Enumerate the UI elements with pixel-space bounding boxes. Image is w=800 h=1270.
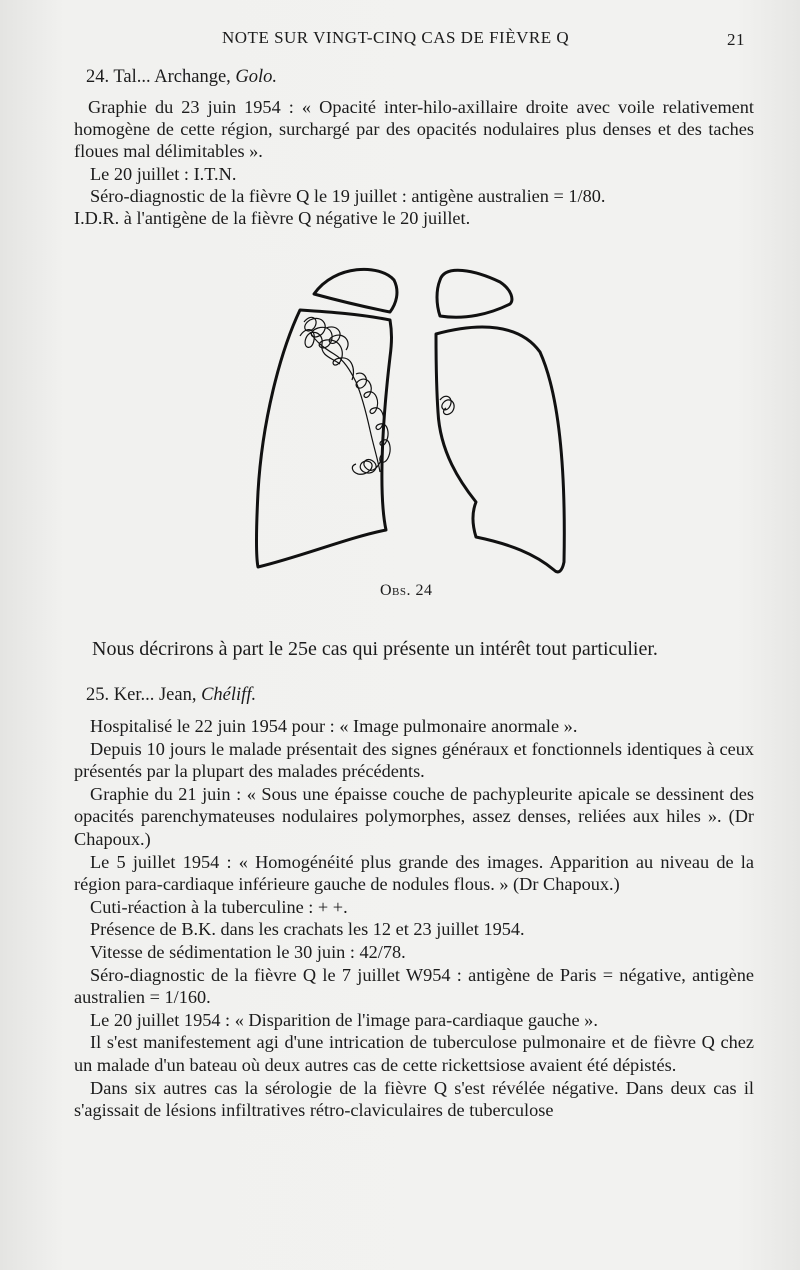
opacity-scribble — [440, 396, 454, 414]
page-number: 21 — [727, 30, 745, 49]
case-24-heading — [86, 66, 754, 88]
case-24-paragraph: Le 20 juillet : I.T.N. — [90, 163, 237, 184]
right-apex-outline — [314, 269, 397, 312]
case-24-paragraph: I.D.R. à l'antigène de la fièvre Q négative le 20 juillet. — [74, 208, 471, 229]
case-25-paragraph: Dans six autres cas la sérologie de la fièvre Q s'est révélée négative. Dans deux cas il s'agissait de lésions infiltratives rétro-claviculaires de tuberculose — [74, 1077, 754, 1121]
case-25-body — [74, 715, 754, 1122]
caption-abbrev: Obs. — [380, 582, 412, 599]
case-25-paragraph: Depuis 10 jours le malade présentait des signes généraux et fonctionnels identiques à ceux présentés par la plupart des malades précédents. — [74, 738, 754, 782]
case-24-heading-prefix: 24. Tal... Archange, — [86, 67, 236, 87]
case-24-paragraph: Séro-diagnostic de la fièvre Q le 19 juillet : antigène australien = 1/80. — [90, 185, 606, 206]
case-25-section — [74, 684, 754, 706]
case-25-paragraph: Présence de B.K. dans les crachats les 12 et 23 juillet 1954. — [90, 919, 525, 940]
case-25-paragraph: Vitesse de sédimentation le 30 juin : 42/78. — [90, 941, 406, 962]
case-25-heading — [86, 684, 754, 706]
case-25-place: Chéliff. — [201, 685, 257, 705]
case-25-paragraph: Graphie du 21 juin : « Sous une épaisse couche de pachypleurite apicale se dessinent des opacités parenchymateuses nodulaires polymorphes, assez denses, reliées aux hiles ». (Dr Chapoux.) — [74, 783, 754, 849]
case-25-paragraph: Séro-diagnostic de la fièvre Q le 7 juillet W954 : antigène de Paris = négative, antigène australien = 1/160. — [74, 964, 754, 1008]
case-25-heading-prefix: 25. Ker... Jean, — [86, 685, 202, 705]
caption-number: 24 — [415, 582, 433, 599]
case-25-paragraph: Cuti-réaction à la tuberculine : + +. — [90, 896, 348, 917]
case-24-section — [74, 66, 754, 88]
figure-caption — [380, 582, 433, 600]
case-25-paragraph: Le 5 juillet 1954 : « Homogénéité plus grande des images. Apparition au niveau de la région para-cardiaque inférieure gauche de nodules flous. » (Dr Chapoux.) — [74, 851, 754, 895]
running-title: NOTE SUR VINGT-CINQ CAS DE FIÈVRE Q — [222, 28, 570, 47]
case-24-body — [74, 96, 754, 229]
case-24-paragraph: Graphie du 23 juin 1954 : « Opacité inter-hilo-axillaire droite avec voile relativement homogène de cette région, surchargé par des opacités nodulaires plus denses et des taches floues mal délimitables ». — [74, 97, 754, 162]
left-lung-outline — [436, 327, 564, 572]
left-apex-outline — [437, 270, 512, 317]
case-24-place: Golo. — [235, 67, 278, 87]
case-25-paragraph: Le 20 juillet 1954 : « Disparition de l'image para-cardiaque gauche ». — [90, 1009, 598, 1030]
opacity-scribble — [310, 332, 380, 472]
case-25-intro: Nous décrirons à part le 25e cas qui présente un intérêt tout particulier. — [92, 638, 658, 660]
right-lung-outline — [257, 310, 392, 567]
case-25-paragraph: Il s'est manifestement agi d'une intrication de tuberculose pulmonaire et de fièvre Q chez un malade d'un bateau où deux autres cas de cette rickettsiose avaient été dépistés. — [74, 1032, 754, 1075]
case-25-paragraph: Hospitalisé le 22 juin 1954 pour : « Image pulmonaire anormale ». — [90, 716, 578, 736]
lung-radiograph-drawing — [240, 262, 580, 592]
